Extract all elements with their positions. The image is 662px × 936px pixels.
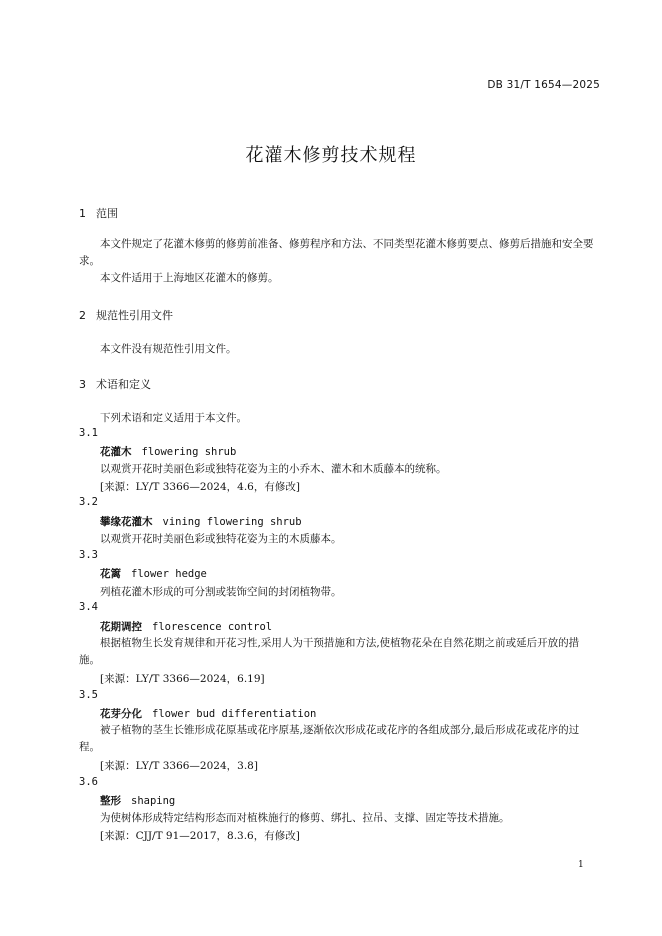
term-english: flower bud differentiation: [152, 708, 317, 720]
term-definition: 列植花灌木形成的可分割或装饰空间的封闭植物带。: [100, 586, 342, 598]
section-number: 1: [79, 207, 86, 220]
term-english: flower hedge: [131, 568, 207, 580]
normative-paragraph: 本文件没有规范性引用文件。: [100, 343, 237, 355]
term-english: flowering shrub: [141, 446, 237, 458]
section-number: 3: [79, 378, 86, 391]
term-definition: 为使树体形成特定结构形态而对植株施行的修剪、绑扎、拉吊、支撑、固定等技术措施。: [100, 812, 510, 824]
term-chinese: 整形: [100, 795, 121, 807]
standard-code: DB 31/T 1654—2025: [487, 79, 600, 91]
page-number: 1: [578, 860, 584, 870]
terms-intro: 下列术语和定义适用于本文件。: [100, 412, 247, 424]
term-heading: [100, 444, 236, 459]
scope-paragraph-2: 本文件适用于上海地区花灌木的修剪。: [100, 272, 279, 284]
term-chinese: 花篱: [100, 568, 121, 580]
term-number: 3.3: [79, 549, 98, 561]
term-definition: 根据植物生长发育规律和开花习性,采用人为干预措施和方法,使植物花朵在自然花期之前或延后开放的措施。: [79, 637, 580, 666]
term-heading: [100, 793, 175, 808]
term-source: [来源：LY/T 3366—2024，3.8]: [100, 760, 258, 772]
term-number: 3.5: [79, 689, 98, 701]
term-number: 3.4: [79, 601, 98, 613]
term-chinese: 花期调控: [100, 621, 142, 633]
section-1-heading: [79, 205, 118, 221]
section-title: 术语和定义: [96, 378, 151, 391]
section-3-heading: [79, 376, 151, 392]
document-title: 花灌木修剪技术规程: [245, 145, 417, 166]
term-chinese: 花灌木: [100, 446, 132, 458]
term-definition: 以观赏开花时美丽色彩或独特花姿为主的木质藤本。: [100, 533, 342, 545]
term-chinese: 攀缘花灌木: [100, 516, 153, 528]
term-definition: 以观赏开花时美丽色彩或独特花姿为主的小乔木、灌木和木质藤本的统称。: [100, 463, 447, 475]
term-definition: 被子植物的茎生长锥形成花原基或花序原基,逐渐依次形成花或花序的各组成部分,最后形成花或花序的过程。: [79, 724, 580, 753]
term-source: [来源：LY/T 3366—2024，6.19]: [100, 673, 265, 685]
term-english: shaping: [131, 795, 176, 807]
term-heading: [100, 566, 207, 581]
term-heading: [100, 706, 316, 721]
term-english: florescence control: [152, 621, 273, 633]
term-chinese: 花芽分化: [100, 708, 142, 720]
term-number: 3.6: [79, 776, 98, 788]
section-title: 规范性引用文件: [96, 309, 173, 322]
term-source: [来源：CJJ/T 91—2017，8.3.6，有修改]: [100, 830, 300, 842]
term-number: 3.1: [79, 427, 98, 439]
term-heading: [100, 514, 302, 529]
term-number: 3.2: [79, 496, 98, 508]
section-title: 范围: [96, 207, 118, 220]
term-source: [来源：LY/T 3366—2024，4.6，有修改]: [100, 481, 300, 493]
term-heading: [100, 619, 272, 634]
term-english: vining flowering shrub: [162, 516, 302, 528]
section-number: 2: [79, 309, 86, 322]
scope-paragraph-1: 本文件规定了花灌木修剪的修剪前准备、修剪程序和方法、不同类型花灌木修剪要点、修剪后措施和安全要求。: [79, 238, 594, 267]
section-2-heading: [79, 307, 173, 323]
